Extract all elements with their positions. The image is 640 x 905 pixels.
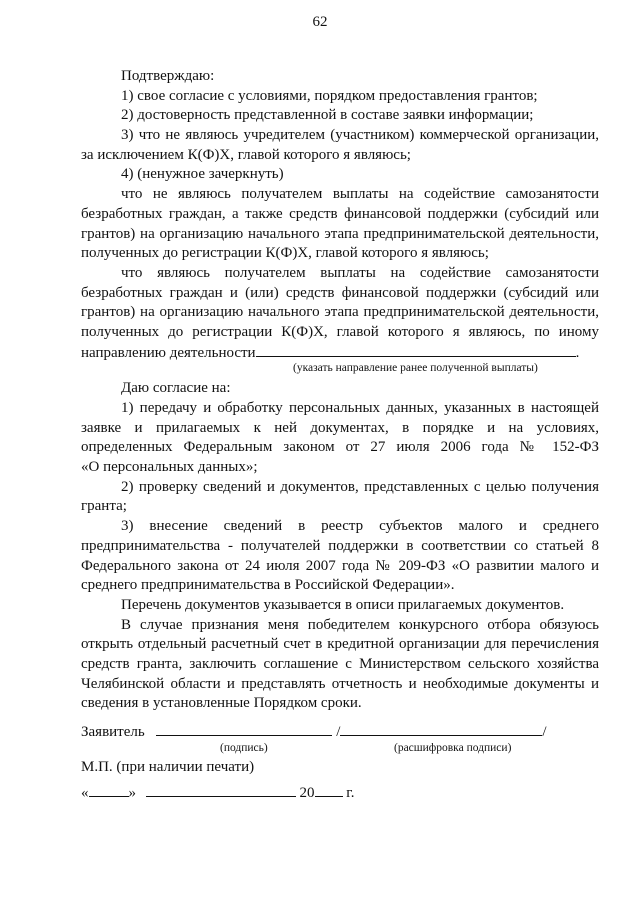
date-quote-open: « (81, 785, 89, 802)
option-b-line: грантов) на организацию начального этапа предпринимательской деятельности, (81, 304, 599, 321)
confirm-item-1: 1) свое согласие с условиями, порядком предоставления грантов; (121, 87, 538, 104)
consent-item-1-line: определенных Федеральным законом от 27 июля 2006 года № 152-ФЗ (81, 439, 599, 456)
document-body (81, 67, 599, 803)
page-number: 62 (312, 14, 328, 30)
signature-hint: (подпись) (220, 741, 268, 754)
signature-decode-field[interactable] (340, 722, 542, 736)
day-field[interactable] (89, 783, 129, 797)
consent-item-3-line: среднего предпринимательства в Российской Федерации». (81, 577, 455, 594)
consent-item-3-line: Федерального закона от 24 июля 2007 года № 209-ФЗ «О развитии малого и (81, 557, 599, 574)
option-b-direction-label: направлению деятельности (81, 344, 256, 361)
consent-item-1-line: 1) передачу и обработку персональных данных, указанных в настоящей (121, 400, 599, 416)
consent-item-1-line: «О персональных данных»; (81, 459, 258, 476)
applicant-label: Заявитель (81, 724, 145, 740)
confirm-heading: Подтверждаю: (121, 68, 215, 84)
direction-hint: (указать направление ранее полученной выплаты) (293, 362, 538, 375)
year-field[interactable] (315, 783, 343, 797)
consent-item-3-line: 3) внесение сведений в реестр субъектов малого и среднего (121, 518, 599, 535)
obligation-line: средств гранта, заключить соглашение с Министерством сельского хозяйства (81, 655, 599, 672)
option-a-line: полученных до регистрации К(Ф)Х, главой которого я являюсь; (81, 245, 489, 262)
option-b-line: полученных до регистрации К(Ф)Х, главой которого я являюсь, по иному (81, 323, 599, 340)
obligation-line: сведения в установленные Порядком сроки. (81, 695, 362, 712)
option-b-line: безработных граждан и (или) средств финансовой поддержки (субсидий или (81, 284, 599, 301)
option-a-line: что не являюсь получателем выплаты на содействие самозанятости (121, 186, 599, 203)
option-b-hint-row (81, 362, 599, 379)
obligation-line: В случае признания меня победителем конкурсного отбора обязуюсь (121, 616, 599, 633)
signature-separator: / (336, 724, 341, 740)
option-b-direction-end: . (575, 344, 580, 361)
consent-item-2-continued: гранта; (81, 498, 127, 515)
decode-hint: (расшифровка подписи) (394, 741, 512, 754)
direction-field[interactable] (256, 343, 576, 357)
stamp-line: М.П. (при наличии печати) (81, 758, 255, 775)
confirm-item-3-continued: за исключением К(Ф)Х, главой которого я являюсь; (81, 146, 411, 163)
month-field[interactable] (146, 783, 296, 797)
documents-line: Перечень документов указывается в описи прилагаемых документов. (121, 596, 565, 613)
option-b-direction (81, 343, 599, 363)
signature-row (81, 722, 599, 742)
confirm-item-3: 3) что не являюсь учредителем (участником) коммерческой организации, (121, 127, 599, 144)
signature-end-slash: / (542, 724, 547, 740)
option-a-line: безработных граждан, а также средств финансовой поддержки (субсидий или (81, 205, 599, 222)
confirm-item-2: 2) достоверность представленной в составе заявки информации; (121, 107, 534, 124)
year-suffix: г. (346, 785, 355, 802)
signature-hints (81, 742, 599, 758)
consent-item-1-line: заявке и прилагаемых к ней документах, в порядке и на условиях, (81, 419, 599, 436)
consent-item-2: 2) проверку сведений и документов, представленных с целью получения (121, 478, 599, 495)
consent-heading: Даю согласие на: (121, 380, 231, 397)
obligation-line: Челябинской области и представлять отчетность и необходимые документы и (81, 675, 599, 692)
date-row (81, 783, 599, 803)
option-b-line: что являюсь получателем выплаты на содействие самозанятости (121, 264, 599, 281)
year-prefix: 20 (299, 785, 315, 802)
date-quote-close: » (128, 785, 136, 802)
signature-field[interactable] (156, 722, 332, 736)
consent-item-3-line: предпринимательства - получателей поддержки в соответствии со статьей 8 (81, 537, 599, 554)
confirm-item-4: 4) (ненужное зачеркнуть) (121, 166, 284, 183)
obligation-line: открыть отдельный расчетный счет в кредитной организации для перечисления (81, 636, 599, 653)
option-a-line: грантов) на организацию начального этапа предпринимательской деятельности, (81, 225, 599, 242)
